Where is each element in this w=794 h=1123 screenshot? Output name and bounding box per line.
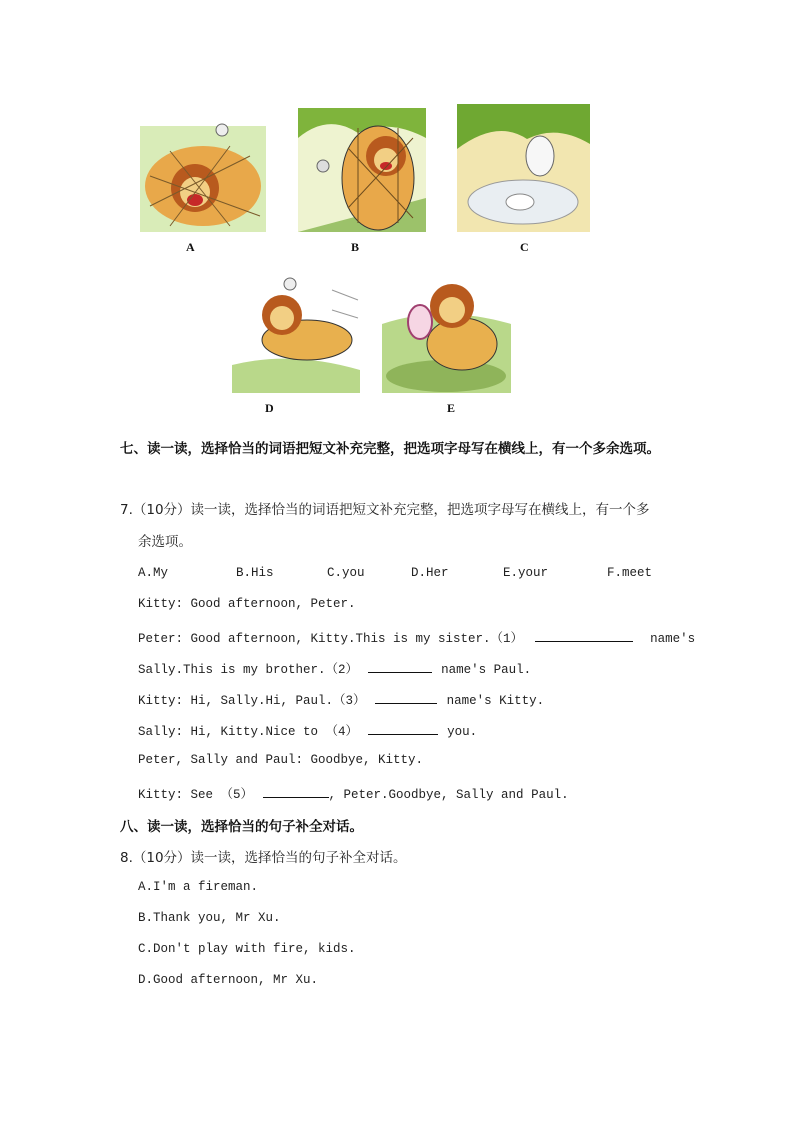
dialogue-line [138,659,531,677]
dialogue-text: name's Kitty. [446,694,545,708]
dialogue-text: you. [447,725,478,739]
dialogue-text: Kitty: See （5） [138,788,254,802]
section-8-heading: 八、读一读，选择恰当的句子补全对话。 [120,819,363,835]
dialogue-text: name's [650,632,696,646]
dialogue-line [138,690,544,708]
answer-blank-4[interactable] [368,722,438,735]
picture-e-lion-with-mirror [382,264,511,393]
picture-label: B [351,240,360,254]
picture-label: D [265,401,274,415]
option-b: B.Thank you, Mr Xu. [138,911,281,925]
dialogue-line: Kitty: Good afternoon, Peter. [138,597,356,611]
option-e: E.your [503,566,549,580]
option-d: D.Her [411,566,449,580]
dialogue-line [138,628,695,646]
picture-d-lion-running [232,270,360,393]
option-c: C.Don't play with fire, kids. [138,942,356,956]
picture-a-lion-in-net [140,116,266,232]
question-7-prompt-cont: 余选项。 [138,534,192,550]
option-d: D.Good afternoon, Mr Xu. [138,973,319,987]
picture-label: A [186,240,195,254]
dialogue-text: Kitty: Hi, Sally.Hi, Paul.（3） [138,694,366,708]
dialogue-line: Peter, Sally and Paul: Goodbye, Kitty. [138,753,424,767]
answer-blank-5[interactable] [263,785,329,798]
answer-blank-1[interactable] [535,629,633,642]
dialogue-line [138,721,477,739]
answer-blank-3[interactable] [375,691,437,704]
section-7-heading: 七、读一读，选择恰当的词语把短文补充完整，把选项字母写在横线上，有一个多余选项。 [120,441,660,457]
question-7-prompt: 7.（10分）读一读，选择恰当的词语把短文补充完整，把选项字母写在横线上，有一个多 [120,502,650,518]
dialogue-text: Sally.This is my brother.（2） [138,663,359,677]
picture-label: C [520,240,529,254]
option-a: A.I'm a fireman. [138,880,259,894]
option-b: B.His [236,566,274,580]
dialogue-text: name's Paul. [441,663,532,677]
dialogue-text: Sally: Hi, Kitty.Nice to （4） [138,725,359,739]
dialogue-line [138,784,569,802]
picture-b-lion-behind-net [298,108,426,232]
dialogue-text: Peter: Good afternoon, Kitty.This is my sister.（1） [138,632,524,646]
question-8-prompt: 8.（10分）读一读，选择恰当的句子补全对话。 [120,850,407,866]
option-f: F.meet [607,566,653,580]
answer-blank-2[interactable] [368,660,432,673]
picture-label: E [447,401,456,415]
option-a: A.My [138,566,169,580]
picture-c-mouse-and-reflection [457,104,590,232]
option-c: C.you [327,566,365,580]
dialogue-text: , Peter.Goodbye, Sally and Paul. [328,788,569,802]
